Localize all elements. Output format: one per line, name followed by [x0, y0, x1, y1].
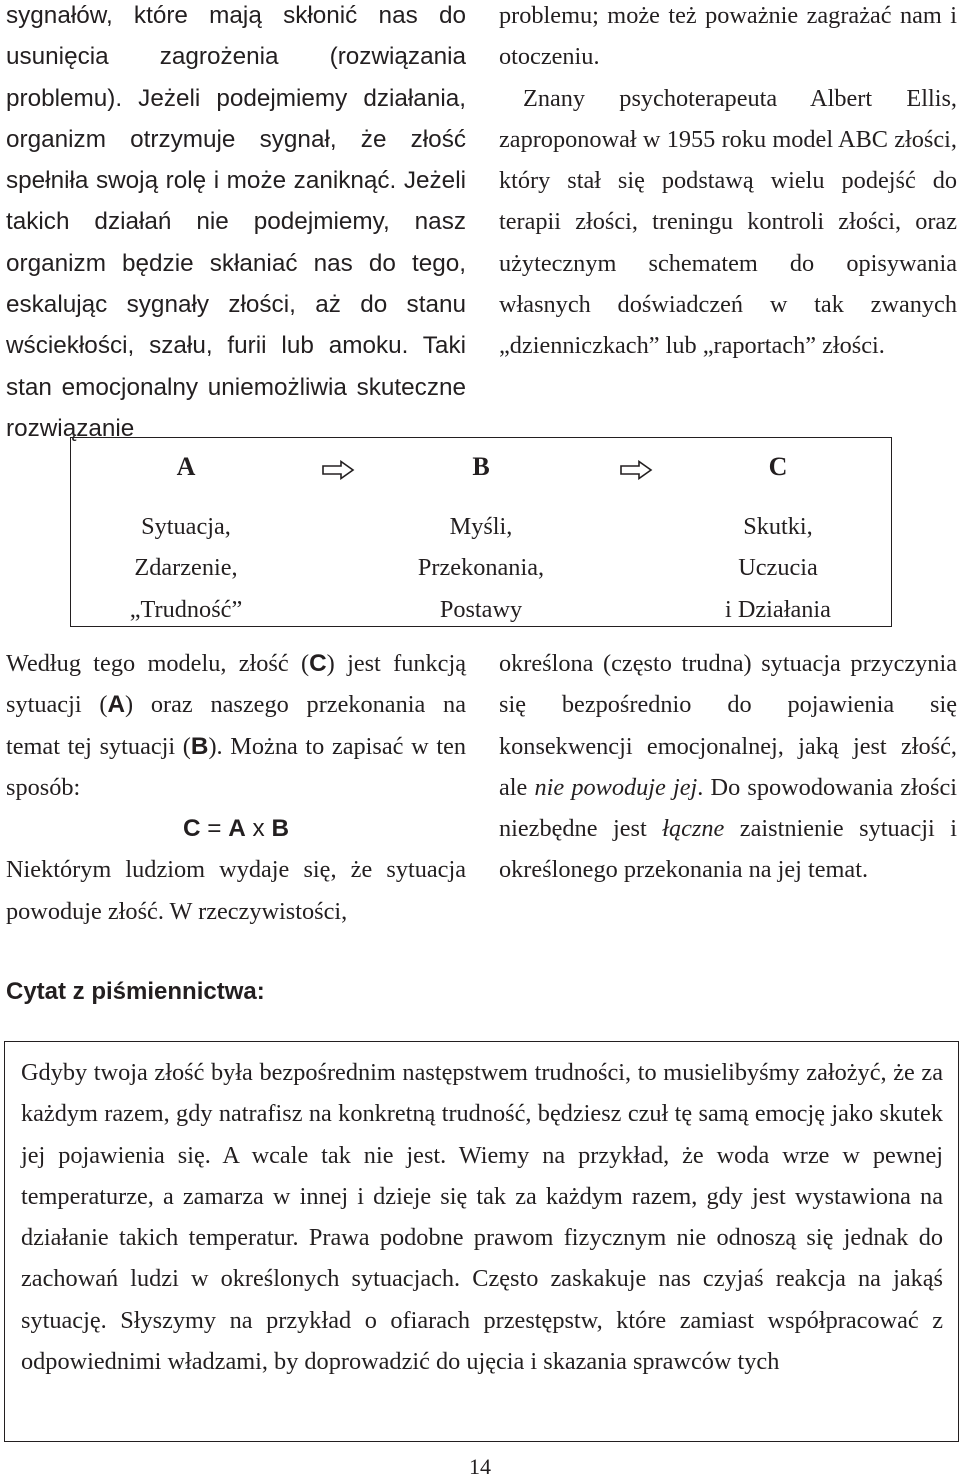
left-top-paragraph: sygnałów, które mają skłonić nas do usunięcia zagrożenia (rozwiązania problemu). Jeżeli podejmiemy działania, organizm otrzymuje sygnał, że złość spełniła swoją rolę i może zaniknąć. Jeżeli takich działań nie podejmiemy, nasz organizm będzie skłaniać nas do tego, eskalując sygnały złości, aż do stanu wściekłości, szału, furii lub amoku. Taki stan emocjonalny uniemożliwia skuteczne rozwiązanie — [6, 2, 466, 442]
model-explanation-paragraph — [6, 643, 466, 808]
cause-paragraph — [499, 643, 957, 891]
formula-times: x — [245, 815, 272, 843]
text-run: ). Można to zapisać w ten sposób: — [6, 732, 467, 801]
symbol-a: A — [107, 691, 126, 719]
right-top-paragraph: Znany psychoterapeuta Albert Ellis, zaproponował w 1955 roku model ABC złości, który stał się podstawą wielu podejść do terapii złości, treningu kontroli złości, oraz użytecznym schematem do opisywania własnych doświadczeń w tak zwanych „dzienniczkach” lub „raportach” złości. — [499, 84, 957, 360]
abc-model-box — [70, 437, 892, 627]
abc-formula — [6, 808, 466, 849]
text-run: Według tego modelu, złość ( — [6, 650, 310, 677]
hollow-right-arrow-icon — [619, 460, 653, 480]
abc-column-a — [56, 506, 316, 630]
quote-heading: Cytat z piśmiennictwa: — [6, 978, 265, 1005]
left-column-top — [6, 0, 466, 449]
hollow-right-arrow-icon — [321, 460, 355, 480]
text-run: . Do spowodowania złości niezbędne jest — [499, 773, 957, 843]
text-run: ) jest funkcją sytuacji ( — [6, 650, 466, 719]
abc-a-line: Sytuacja, — [141, 513, 231, 540]
abc-heading-c: C — [768, 452, 788, 481]
abc-b-line: Postawy — [439, 595, 523, 623]
formula-c: C — [183, 815, 201, 843]
text-run: ) oraz naszego przekonania na temat tej sytuacji ( — [6, 691, 466, 760]
abc-heading-b: B — [472, 452, 490, 481]
formula-b: B — [271, 815, 289, 843]
abc-c-line: Uczucia — [738, 554, 818, 582]
emphasis-text: łączne — [662, 815, 725, 843]
abc-a-line: „Trudność” — [129, 595, 243, 623]
abc-c-line: Skutki, — [743, 513, 813, 540]
symbol-b: B — [190, 732, 209, 760]
abc-column-c — [648, 506, 908, 630]
quote-text: Gdyby twoja złość była bezpośrednim następstwem trudności, to musielibyśmy założyć, że za każdym razem, gdy natrafisz na konkretną trudność, będziesz czuł tę samą emocję jako skutek jej pojawienia się. A wcale tak nie jest. Wiemy na przykład, że woda wrze w pewnej temperaturze, a zamarza w innej i dzieje się tak za każdym razem, gdy jest wystawiona na działanie takich temperatur. Prawa podobne prawom fizycznym nie odnoszą się jednak do zachowań ludzi w określonych sytuacjach. Często zaskakuje nas czyjaś reakcja na jakąś sytuację. Słyszymy na przykład o ofiarach przestępstw, które zamiast współpracować z odpowiednimi władzami, by doprowadzić do ujęcia i skazania sprawców tych — [21, 1059, 943, 1376]
situation-paragraph: Niektórym ludziom wydaje się, że sytuacja powoduje złość. W rzeczywistości, — [6, 856, 466, 925]
abc-column-b — [351, 506, 611, 630]
left-column-bottom — [6, 643, 466, 932]
quote-box — [4, 1041, 959, 1442]
page-number: 14 — [469, 1454, 491, 1479]
abc-b-line: Przekonania, — [417, 554, 545, 582]
abc-heading-a: A — [176, 452, 196, 481]
right-column-bottom — [499, 643, 957, 891]
text-run: określona (często trudna) sytuacja przyczynia się bezpośrednio do pojawienia się konsekwencji emocjonalnej, jaką jest złość, ale — [499, 650, 957, 801]
right-top-continuation: problemu; może też poważnie zagrażać nam i otoczeniu. — [499, 2, 957, 71]
formula-equals: = — [200, 815, 229, 843]
emphasis-text: nie powoduje jej — [534, 773, 698, 801]
symbol-c: C — [309, 650, 327, 677]
right-column-top — [499, 0, 957, 367]
formula-a: A — [228, 815, 246, 843]
abc-c-line: i Działania — [725, 595, 831, 623]
abc-b-line: Myśli, — [449, 513, 513, 540]
text-run: zaistnienie sytuacji i określonego przekonania na jej temat. — [499, 815, 957, 884]
abc-a-line: Zdarzenie, — [134, 554, 238, 582]
